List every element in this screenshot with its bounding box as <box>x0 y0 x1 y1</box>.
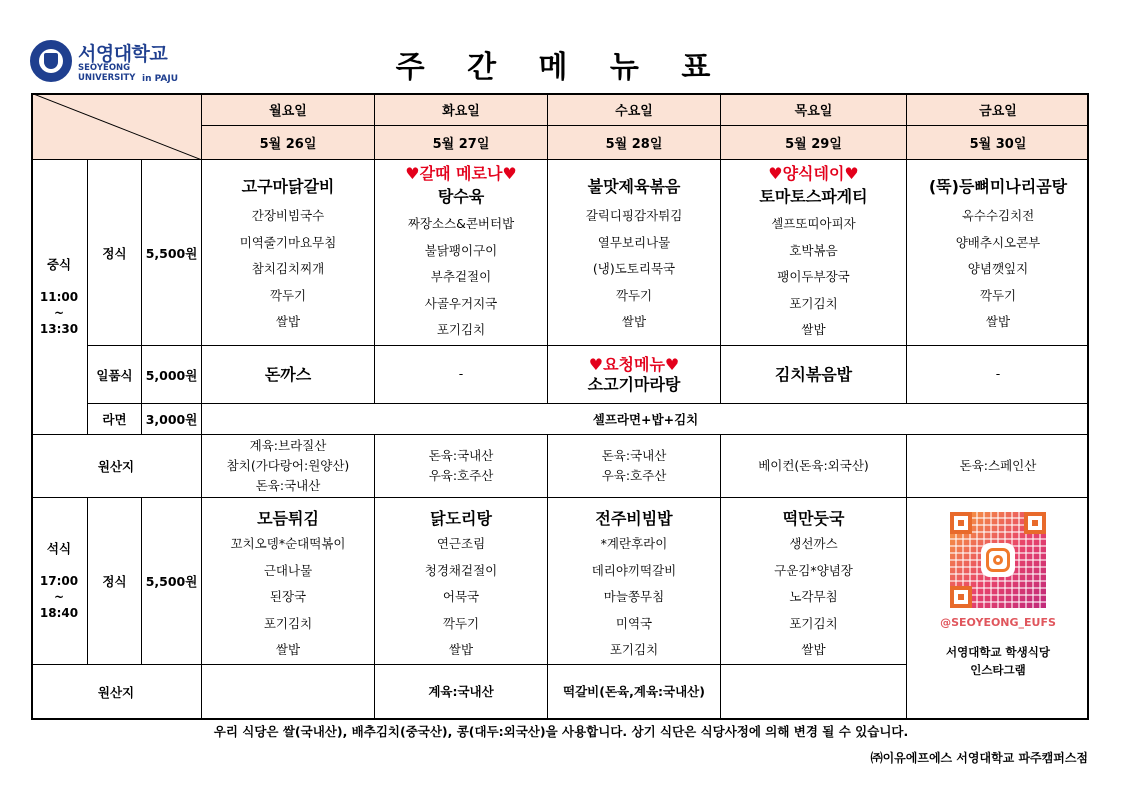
day-header-tue: 화요일 <box>375 93 548 126</box>
origin-text: 돈육:국내산 <box>255 478 321 493</box>
ramen-label: 라면 <box>88 404 142 435</box>
side-dish: 포기김치 <box>609 642 659 657</box>
instagram-qr-icon[interactable] <box>950 512 1046 608</box>
side-dish: 옥수수김치전 <box>961 208 1035 223</box>
corner-cell <box>31 93 202 160</box>
dinner-time-start: 17:00 <box>39 574 79 588</box>
company-name: ㈜이유에프에스 서영대학교 파주캠퍼스점 <box>870 751 1088 765</box>
side-dish: 불닭팽이구이 <box>424 242 498 258</box>
lunch-label-cell <box>31 160 88 435</box>
lunch-origin-tue <box>375 435 548 498</box>
instagram-caption-2: 인스타그램 <box>970 663 1026 677</box>
lunch-origin-thu <box>721 435 907 498</box>
origin-text: 계육:국내산 <box>428 684 494 699</box>
lunch-set-mon <box>202 160 375 346</box>
side-dish: 깍두기 <box>979 287 1017 303</box>
main-dish: 닭도리탕 <box>430 509 492 528</box>
day-header-wed: 수요일 <box>548 93 721 126</box>
lunch-set-price: 5,500원 <box>142 160 202 346</box>
side-dish: 근대나물 <box>263 562 313 578</box>
lunch-single-fri <box>907 346 1089 404</box>
lunch-time-end: 13:30 <box>39 322 79 336</box>
lunch-set-thu <box>721 160 907 346</box>
lunch-single-wed <box>548 346 721 404</box>
side-dish: 간장비빔국수 <box>251 208 325 223</box>
main-dish: (뚝)등뼈미나리곰탕 <box>928 177 1068 196</box>
dinner-label-cell <box>31 498 88 665</box>
lunch-time-start: 11:00 <box>39 290 79 304</box>
side-dish: 깍두기 <box>442 615 480 631</box>
instagram-logo-icon <box>981 543 1015 577</box>
single-dish: 돈까스 <box>264 364 312 384</box>
logo-subtitle: SEOYEONG UNIVERSITY <box>78 63 136 83</box>
origin-text: 우육:호주산 <box>601 468 667 483</box>
side-dish: 청경채겉절이 <box>424 562 498 578</box>
side-dish: 쌀밥 <box>275 642 301 657</box>
side-dish: 양배추시오콘부 <box>955 234 1041 250</box>
day-header-mon: 월요일 <box>202 93 375 126</box>
main-dish: 탕수육 <box>437 187 485 206</box>
instagram-handle: @SEOYEONG_EUFS <box>940 616 1056 629</box>
dinner-time-sep: ~ <box>53 590 65 604</box>
ramen-price: 3,000원 <box>142 404 202 435</box>
side-dish: 쌀밥 <box>985 314 1011 329</box>
single-dish: 소고기마라탕 <box>587 374 681 394</box>
date-thu: 5월 29일 <box>721 126 907 160</box>
lunch-time-sep: ~ <box>53 306 65 320</box>
date-mon: 5월 26일 <box>202 126 375 160</box>
side-dish: (냉)도토리묵국 <box>592 261 676 276</box>
diagonal-line <box>31 93 202 160</box>
side-dish: 어묵국 <box>442 589 480 604</box>
side-dish: 포기김치 <box>789 615 838 631</box>
dinner-set-wed <box>548 498 721 665</box>
origin-text: 돈육:국내산 <box>601 448 667 463</box>
origin-text: 참치(가다랑어:원양산) <box>226 458 350 473</box>
side-dish: 생선까스 <box>789 536 838 551</box>
lunch-set-label: 정식 <box>88 160 142 346</box>
event-tag: ♥갈때 메로나♥ <box>405 164 517 183</box>
side-dish: 포기김치 <box>263 615 313 631</box>
lunch-origin-label: 원산지 <box>31 435 202 498</box>
dinner-origin-mon <box>202 665 375 719</box>
dinner-set-price: 5,500원 <box>142 498 202 665</box>
lunch-label: 중식 <box>46 257 72 272</box>
day-header-thu: 목요일 <box>721 93 907 126</box>
instagram-caption-1: 서영대학교 학생식당 <box>946 645 1050 659</box>
weekly-menu-table <box>31 93 1089 719</box>
side-dish: 사골우거지국 <box>424 295 498 311</box>
side-dish: 깍두기 <box>269 287 307 303</box>
side-dish: 깍두기 <box>615 287 653 303</box>
side-dish: 노각무침 <box>789 589 838 604</box>
side-dish: 연근조림 <box>436 536 486 551</box>
dinner-label: 석식 <box>46 541 72 556</box>
side-dish: 마늘쫑무침 <box>603 589 665 604</box>
footnote: 우리 식당은 쌀(국내산), 배추김치(중국산), 콩(대두:외국산)을 사용합니다. 상기 식단은 식당사정에 의해 변경 될 수 있습니다. <box>213 724 909 739</box>
main-dish: 모듬튀김 <box>257 509 319 528</box>
lunch-single-tue <box>375 346 548 404</box>
side-dish: 미역줄기마요무침 <box>239 234 337 250</box>
lunch-origin-fri <box>907 435 1089 498</box>
lunch-origin-wed <box>548 435 721 498</box>
lunch-single-price: 5,000원 <box>142 346 202 404</box>
side-dish: 셀프또띠아피자 <box>771 216 856 231</box>
logo-campus: in PAJU <box>142 74 179 84</box>
side-dish: 열무보리나물 <box>597 234 671 250</box>
dinner-set-thu <box>721 498 907 665</box>
side-dish: 부추겉절이 <box>430 269 492 284</box>
side-dish: 쌀밥 <box>448 642 474 657</box>
logo-name: 서영대학교 <box>78 43 168 65</box>
main-dish: 떡만둣국 <box>782 509 845 528</box>
main-dish: 고구마닭갈비 <box>241 177 335 196</box>
lunch-set-wed <box>548 160 721 346</box>
main-dish: 전주비빔밥 <box>595 509 673 528</box>
main-dish: 불맛제육볶음 <box>587 177 681 196</box>
side-dish: 구운김*양념장 <box>774 562 853 578</box>
lunch-single-label: 일품식 <box>88 346 142 404</box>
dinner-set-mon <box>202 498 375 665</box>
dinner-set-tue <box>375 498 548 665</box>
side-dish: 꼬치오뎅*순대떡볶이 <box>230 536 346 551</box>
date-wed: 5월 28일 <box>548 126 721 160</box>
single-dish: - <box>995 366 1001 382</box>
side-dish: 데리야끼떡갈비 <box>591 562 677 578</box>
lunch-single-thu <box>721 346 907 404</box>
side-dish: 쌀밥 <box>801 322 826 337</box>
side-dish: 양념깻잎지 <box>967 261 1029 276</box>
dinner-origin-thu <box>721 665 907 719</box>
origin-text: 우육:호주산 <box>428 468 494 483</box>
date-fri: 5월 30일 <box>907 126 1089 160</box>
ramen-menu: 셀프라면+밥+김치 <box>202 404 1089 435</box>
dinner-origin-label: 원산지 <box>31 665 202 719</box>
lunch-set-fri <box>907 160 1089 346</box>
side-dish: 쌀밥 <box>275 314 301 329</box>
dinner-origin-wed <box>548 665 721 719</box>
origin-text: 계육:브라질산 <box>249 438 327 453</box>
side-dish: 쌀밥 <box>621 314 647 329</box>
side-dish: 된장국 <box>269 589 307 604</box>
side-dish: 참치김치찌개 <box>251 261 325 276</box>
side-dish: *계란후라이 <box>600 536 668 551</box>
side-dish: 짜장소스&콘버터밥 <box>407 216 515 231</box>
page-title: 주 간 메 뉴 표 <box>395 50 727 85</box>
instagram-cell <box>907 498 1089 720</box>
event-tag: ♥양식데이♥ <box>768 164 859 183</box>
side-dish: 쌀밥 <box>801 642 826 657</box>
side-dish: 포기김치 <box>436 322 486 337</box>
origin-text: 돈육:스페인산 <box>959 458 1037 473</box>
dinner-time-end: 18:40 <box>39 606 79 620</box>
origin-text: 떡갈비(돈육,계육:국내산) <box>563 684 705 699</box>
day-header-fri: 금요일 <box>907 93 1089 126</box>
lunch-single-mon <box>202 346 375 404</box>
lunch-set-tue <box>375 160 548 346</box>
side-dish: 갈릭디핑감자튀김 <box>585 208 683 223</box>
date-tue: 5월 27일 <box>375 126 548 160</box>
origin-text: 돈육:국내산 <box>428 448 494 463</box>
main-dish: 토마토스파게티 <box>759 187 868 206</box>
side-dish: 미역국 <box>615 615 653 631</box>
event-tag: ♥요청메뉴♥ <box>588 354 680 374</box>
dinner-origin-tue <box>375 665 548 719</box>
side-dish: 호박볶음 <box>789 242 838 258</box>
side-dish: 포기김치 <box>789 295 838 311</box>
single-dish: - <box>458 366 464 382</box>
lunch-origin-mon <box>202 435 375 498</box>
single-dish: 김치볶음밥 <box>774 364 853 384</box>
dinner-set-label: 정식 <box>88 498 142 665</box>
origin-text: 베이컨(돈육:외국산) <box>758 458 869 473</box>
side-dish: 팽이두부장국 <box>777 269 850 284</box>
